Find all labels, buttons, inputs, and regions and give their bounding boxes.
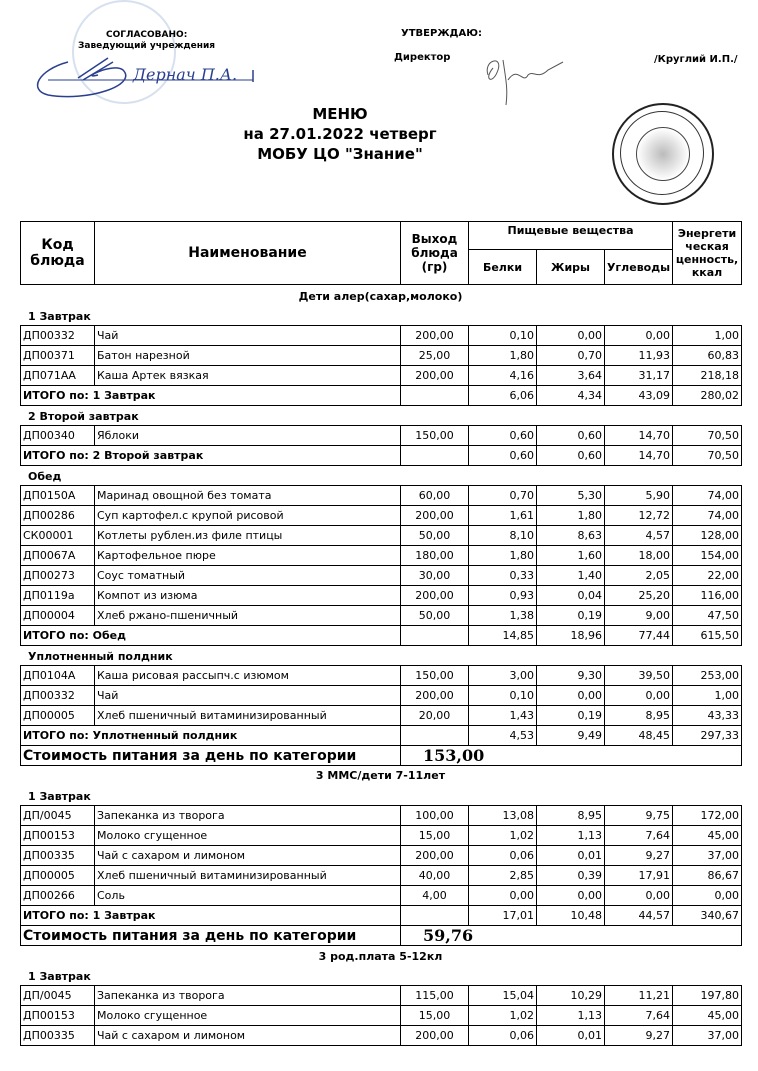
cost-value: 59,76 — [401, 926, 742, 946]
meal-table — [20, 485, 742, 646]
dish-code: ДП0119а — [21, 586, 95, 606]
meal-table — [20, 665, 742, 766]
dish-carbs: 11,93 — [605, 346, 673, 366]
dish-protein: 8,10 — [469, 526, 537, 546]
col-protein-header: Белки — [469, 250, 537, 285]
dish-weight: 40,00 — [401, 866, 469, 886]
dish-protein: 1,02 — [469, 826, 537, 846]
meal-table — [20, 985, 742, 1046]
dish-carbs: 11,21 — [605, 986, 673, 1006]
dish-protein: 1,61 — [469, 506, 537, 526]
table-row — [21, 866, 742, 886]
dish-code: ДП00153 — [21, 826, 95, 846]
dish-name: Соль — [95, 886, 401, 906]
dish-carbs: 4,57 — [605, 526, 673, 546]
dish-energy: 45,00 — [673, 1006, 742, 1026]
title-line-school: МОБУ ЦО "Знание" — [257, 145, 423, 163]
dish-code: ДП00371 — [21, 346, 95, 366]
approve-label: УТВЕРЖДАЮ: — [401, 28, 482, 39]
dish-energy: 218,18 — [673, 366, 742, 386]
svg-text:Дернач П.А.: Дернач П.А. — [133, 65, 238, 84]
table-row — [21, 806, 742, 826]
dish-energy: 37,00 — [673, 1026, 742, 1046]
total-carbs: 48,45 — [605, 726, 673, 746]
total-energy: 280,02 — [673, 386, 742, 406]
dish-carbs: 0,00 — [605, 686, 673, 706]
dish-fat: 0,00 — [537, 686, 605, 706]
dish-name: Маринад овощной без томата — [95, 486, 401, 506]
meal-title: 1 Завтрак — [28, 970, 91, 983]
table-row — [21, 566, 742, 586]
dish-carbs: 31,17 — [605, 366, 673, 386]
dish-weight: 60,00 — [401, 486, 469, 506]
dish-energy: 128,00 — [673, 526, 742, 546]
signature-left-icon — [28, 50, 258, 110]
dish-name: Хлеб ржано-пшеничный — [95, 606, 401, 626]
dish-weight: 200,00 — [401, 1026, 469, 1046]
table-row — [21, 486, 742, 506]
dish-protein: 15,04 — [469, 986, 537, 1006]
dish-energy: 74,00 — [673, 486, 742, 506]
dish-carbs: 17,91 — [605, 866, 673, 886]
table-row — [21, 826, 742, 846]
dish-name: Чай — [95, 326, 401, 346]
dish-protein: 3,00 — [469, 666, 537, 686]
dish-protein: 1,80 — [469, 346, 537, 366]
table-row — [21, 586, 742, 606]
meal-table — [20, 325, 742, 406]
dish-energy: 86,67 — [673, 866, 742, 886]
dish-weight: 200,00 — [401, 586, 469, 606]
table-row — [21, 1026, 742, 1046]
dish-carbs: 9,27 — [605, 1026, 673, 1046]
total-row — [21, 386, 742, 406]
total-carbs: 77,44 — [605, 626, 673, 646]
dish-code: ДП00005 — [21, 866, 95, 886]
dish-fat: 0,19 — [537, 606, 605, 626]
dish-weight: 180,00 — [401, 546, 469, 566]
dish-protein: 1,80 — [469, 546, 537, 566]
dish-code: ДП00332 — [21, 326, 95, 346]
meal-title: 2 Второй завтрак — [28, 410, 139, 423]
total-protein: 0,60 — [469, 446, 537, 466]
approve-name: /Круглий И.П./ — [654, 54, 738, 65]
col-name-header: Наименование — [95, 222, 401, 285]
total-row — [21, 446, 742, 466]
col-fat-header: Жиры — [537, 250, 605, 285]
total-row — [21, 626, 742, 646]
table-row — [21, 986, 742, 1006]
total-carbs: 44,57 — [605, 906, 673, 926]
col-nutrients-header: Пищевые вещества — [469, 222, 673, 250]
meal-title: Уплотненный полдник — [28, 650, 173, 663]
total-energy: 340,67 — [673, 906, 742, 926]
dish-energy: 45,00 — [673, 826, 742, 846]
dish-fat: 9,30 — [537, 666, 605, 686]
dish-name: Запеканка из творога — [95, 986, 401, 1006]
col-carbs-header: Углеводы — [605, 250, 673, 285]
dish-weight: 15,00 — [401, 826, 469, 846]
table-row — [21, 1006, 742, 1026]
dish-code: ДП071АА — [21, 366, 95, 386]
total-fat: 4,34 — [537, 386, 605, 406]
total-protein: 14,85 — [469, 626, 537, 646]
dish-fat: 8,95 — [537, 806, 605, 826]
dish-weight: 150,00 — [401, 426, 469, 446]
cost-label: Стоимость питания за день по категории — [21, 926, 401, 946]
dish-code: СК00001 — [21, 526, 95, 546]
table-row — [21, 366, 742, 386]
col-weight-header: Выход блюда (гр) — [401, 222, 469, 285]
dish-fat: 0,19 — [537, 706, 605, 726]
table-row — [21, 886, 742, 906]
page-title — [200, 104, 480, 164]
dish-fat: 0,39 — [537, 866, 605, 886]
table-row — [21, 546, 742, 566]
total-fat: 10,48 — [537, 906, 605, 926]
dish-protein: 1,38 — [469, 606, 537, 626]
dish-weight: 25,00 — [401, 346, 469, 366]
dish-energy: 172,00 — [673, 806, 742, 826]
dish-code: ДП00004 — [21, 606, 95, 626]
dish-protein: 0,33 — [469, 566, 537, 586]
dish-fat: 0,00 — [537, 326, 605, 346]
dish-protein: 1,02 — [469, 1006, 537, 1026]
cost-row — [21, 746, 742, 766]
dish-code: ДП00286 — [21, 506, 95, 526]
dish-carbs: 25,20 — [605, 586, 673, 606]
dish-name: Соус томатный — [95, 566, 401, 586]
col-energy-header: Энергети ческая ценность, ккал — [673, 222, 742, 285]
dish-name: Чай с сахаром и лимоном — [95, 1026, 401, 1046]
meal-title: 1 Завтрак — [28, 790, 91, 803]
title-line-date: на 27.01.2022 четверг — [243, 125, 437, 143]
dish-name: Каша Артек вязкая — [95, 366, 401, 386]
dish-carbs: 18,00 — [605, 546, 673, 566]
title-line-menu: МЕНЮ — [312, 105, 368, 123]
dish-name: Картофельное пюре — [95, 546, 401, 566]
dish-code: ДП00005 — [21, 706, 95, 726]
total-fat: 0,60 — [537, 446, 605, 466]
col-code-header: Код блюда — [21, 222, 95, 285]
signature-right-icon — [478, 50, 568, 110]
dish-name: Каша рисовая рассыпч.с изюмом — [95, 666, 401, 686]
dish-name: Запеканка из творога — [95, 806, 401, 826]
dish-weight: 200,00 — [401, 686, 469, 706]
dish-carbs: 2,05 — [605, 566, 673, 586]
dish-weight: 4,00 — [401, 886, 469, 906]
dish-carbs: 12,72 — [605, 506, 673, 526]
dish-weight: 30,00 — [401, 566, 469, 586]
dish-weight: 200,00 — [401, 846, 469, 866]
dish-carbs: 39,50 — [605, 666, 673, 686]
cost-row — [21, 926, 742, 946]
dish-code: ДП00273 — [21, 566, 95, 586]
dish-weight: 20,00 — [401, 706, 469, 726]
dish-weight: 200,00 — [401, 366, 469, 386]
dish-name: Хлеб пшеничный витаминизированный — [95, 866, 401, 886]
total-fat: 18,96 — [537, 626, 605, 646]
dish-fat: 1,13 — [537, 826, 605, 846]
dish-energy: 43,33 — [673, 706, 742, 726]
dish-weight: 50,00 — [401, 526, 469, 546]
table-row — [21, 526, 742, 546]
dish-protein: 0,06 — [469, 1026, 537, 1046]
table-row — [21, 666, 742, 686]
dish-carbs: 9,75 — [605, 806, 673, 826]
dish-protein: 1,43 — [469, 706, 537, 726]
table-row — [21, 506, 742, 526]
dish-energy: 0,00 — [673, 886, 742, 906]
dish-fat: 8,63 — [537, 526, 605, 546]
dish-code: ДП0150А — [21, 486, 95, 506]
dish-fat: 0,00 — [537, 886, 605, 906]
dish-name: Суп картофел.с крупой рисовой — [95, 506, 401, 526]
dish-energy: 22,00 — [673, 566, 742, 586]
dish-fat: 0,01 — [537, 846, 605, 866]
dish-carbs: 7,64 — [605, 826, 673, 846]
dish-fat: 0,01 — [537, 1026, 605, 1046]
meal-title: 1 Завтрак — [28, 310, 91, 323]
dish-protein: 0,06 — [469, 846, 537, 866]
dish-fat: 1,60 — [537, 546, 605, 566]
dish-energy: 197,80 — [673, 986, 742, 1006]
total-fat: 9,49 — [537, 726, 605, 746]
dish-fat: 0,04 — [537, 586, 605, 606]
dish-energy: 74,00 — [673, 506, 742, 526]
total-protein: 6,06 — [469, 386, 537, 406]
meal-table — [20, 425, 742, 466]
dish-name: Хлеб пшеничный витаминизированный — [95, 706, 401, 726]
dish-energy: 47,50 — [673, 606, 742, 626]
dish-name: Молоко сгущенное — [95, 826, 401, 846]
dish-protein: 0,70 — [469, 486, 537, 506]
dish-weight: 200,00 — [401, 506, 469, 526]
total-protein: 17,01 — [469, 906, 537, 926]
dish-weight: 150,00 — [401, 666, 469, 686]
dish-carbs: 7,64 — [605, 1006, 673, 1026]
meal-table — [20, 805, 742, 946]
dish-code: ДП00335 — [21, 1026, 95, 1046]
dish-fat: 1,40 — [537, 566, 605, 586]
table-row — [21, 326, 742, 346]
cost-value: 153,00 — [401, 746, 742, 766]
agreed-position: Заведующий учреждения — [78, 41, 216, 51]
dish-energy: 37,00 — [673, 846, 742, 866]
dish-energy: 253,00 — [673, 666, 742, 686]
dish-fat: 5,30 — [537, 486, 605, 506]
dish-code: ДП00335 — [21, 846, 95, 866]
dish-name: Компот из изюма — [95, 586, 401, 606]
table-row — [21, 846, 742, 866]
total-label: ИТОГО по: 2 Второй завтрак — [21, 446, 401, 466]
dish-energy: 116,00 — [673, 586, 742, 606]
dish-name: Котлеты рублен.из филе птицы — [95, 526, 401, 546]
official-stamp-icon — [612, 103, 714, 205]
dish-name: Батон нарезной — [95, 346, 401, 366]
dish-fat: 1,80 — [537, 506, 605, 526]
total-label: ИТОГО по: 1 Завтрак — [21, 386, 401, 406]
dish-code: ДП0067А — [21, 546, 95, 566]
dish-name: Яблоки — [95, 426, 401, 446]
category-title: Дети алер(сахар,молоко) — [298, 290, 463, 303]
dish-carbs: 0,00 — [605, 886, 673, 906]
dish-protein: 2,85 — [469, 866, 537, 886]
dish-code: ДП00153 — [21, 1006, 95, 1026]
dish-code: ДП00340 — [21, 426, 95, 446]
dish-energy: 1,00 — [673, 686, 742, 706]
total-energy: 70,50 — [673, 446, 742, 466]
dish-protein: 4,16 — [469, 366, 537, 386]
dish-code: ДП0104А — [21, 666, 95, 686]
total-carbs: 14,70 — [605, 446, 673, 466]
table-row — [21, 346, 742, 366]
dish-weight: 100,00 — [401, 806, 469, 826]
dish-protein: 0,60 — [469, 426, 537, 446]
total-energy: 297,33 — [673, 726, 742, 746]
dish-fat: 0,70 — [537, 346, 605, 366]
dish-carbs: 8,95 — [605, 706, 673, 726]
dish-fat: 1,13 — [537, 1006, 605, 1026]
table-row — [21, 606, 742, 626]
dish-energy: 60,83 — [673, 346, 742, 366]
dish-energy: 70,50 — [673, 426, 742, 446]
dish-protein: 0,10 — [469, 686, 537, 706]
dish-fat: 10,29 — [537, 986, 605, 1006]
total-row — [21, 726, 742, 746]
dish-code: ДП/0045 — [21, 806, 95, 826]
table-header — [20, 221, 742, 285]
approve-position: Директор — [394, 52, 451, 63]
total-energy: 615,50 — [673, 626, 742, 646]
dish-code: ДП/0045 — [21, 986, 95, 1006]
table-row — [21, 426, 742, 446]
dish-code: ДП00266 — [21, 886, 95, 906]
dish-weight: 15,00 — [401, 1006, 469, 1026]
dish-protein: 13,08 — [469, 806, 537, 826]
dish-weight: 200,00 — [401, 326, 469, 346]
dish-energy: 154,00 — [673, 546, 742, 566]
dish-carbs: 9,00 — [605, 606, 673, 626]
dish-name: Чай с сахаром и лимоном — [95, 846, 401, 866]
total-protein: 4,53 — [469, 726, 537, 746]
dish-fat: 0,60 — [537, 426, 605, 446]
total-carbs: 43,09 — [605, 386, 673, 406]
dish-name: Молоко сгущенное — [95, 1006, 401, 1026]
dish-protein: 0,00 — [469, 886, 537, 906]
cost-label: Стоимость питания за день по категории — [21, 746, 401, 766]
dish-name: Чай — [95, 686, 401, 706]
dish-protein: 0,93 — [469, 586, 537, 606]
table-row — [21, 686, 742, 706]
total-label: ИТОГО по: 1 Завтрак — [21, 906, 401, 926]
dish-code: ДП00332 — [21, 686, 95, 706]
dish-fat: 3,64 — [537, 366, 605, 386]
table-row — [21, 706, 742, 726]
category-title: 3 ММС/дети 7-11лет — [315, 769, 446, 782]
category-title: 3 род.плата 5-12кл — [318, 950, 443, 963]
dish-carbs: 9,27 — [605, 846, 673, 866]
total-label: ИТОГО по: Уплотненный полдник — [21, 726, 401, 746]
dish-carbs: 5,90 — [605, 486, 673, 506]
dish-carbs: 14,70 — [605, 426, 673, 446]
dish-protein: 0,10 — [469, 326, 537, 346]
meal-title: Обед — [28, 470, 62, 483]
dish-carbs: 0,00 — [605, 326, 673, 346]
total-label: ИТОГО по: Обед — [21, 626, 401, 646]
total-row — [21, 906, 742, 926]
dish-energy: 1,00 — [673, 326, 742, 346]
agreed-label: СОГЛАСОВАНО: — [106, 30, 188, 40]
dish-weight: 115,00 — [401, 986, 469, 1006]
dish-weight: 50,00 — [401, 606, 469, 626]
